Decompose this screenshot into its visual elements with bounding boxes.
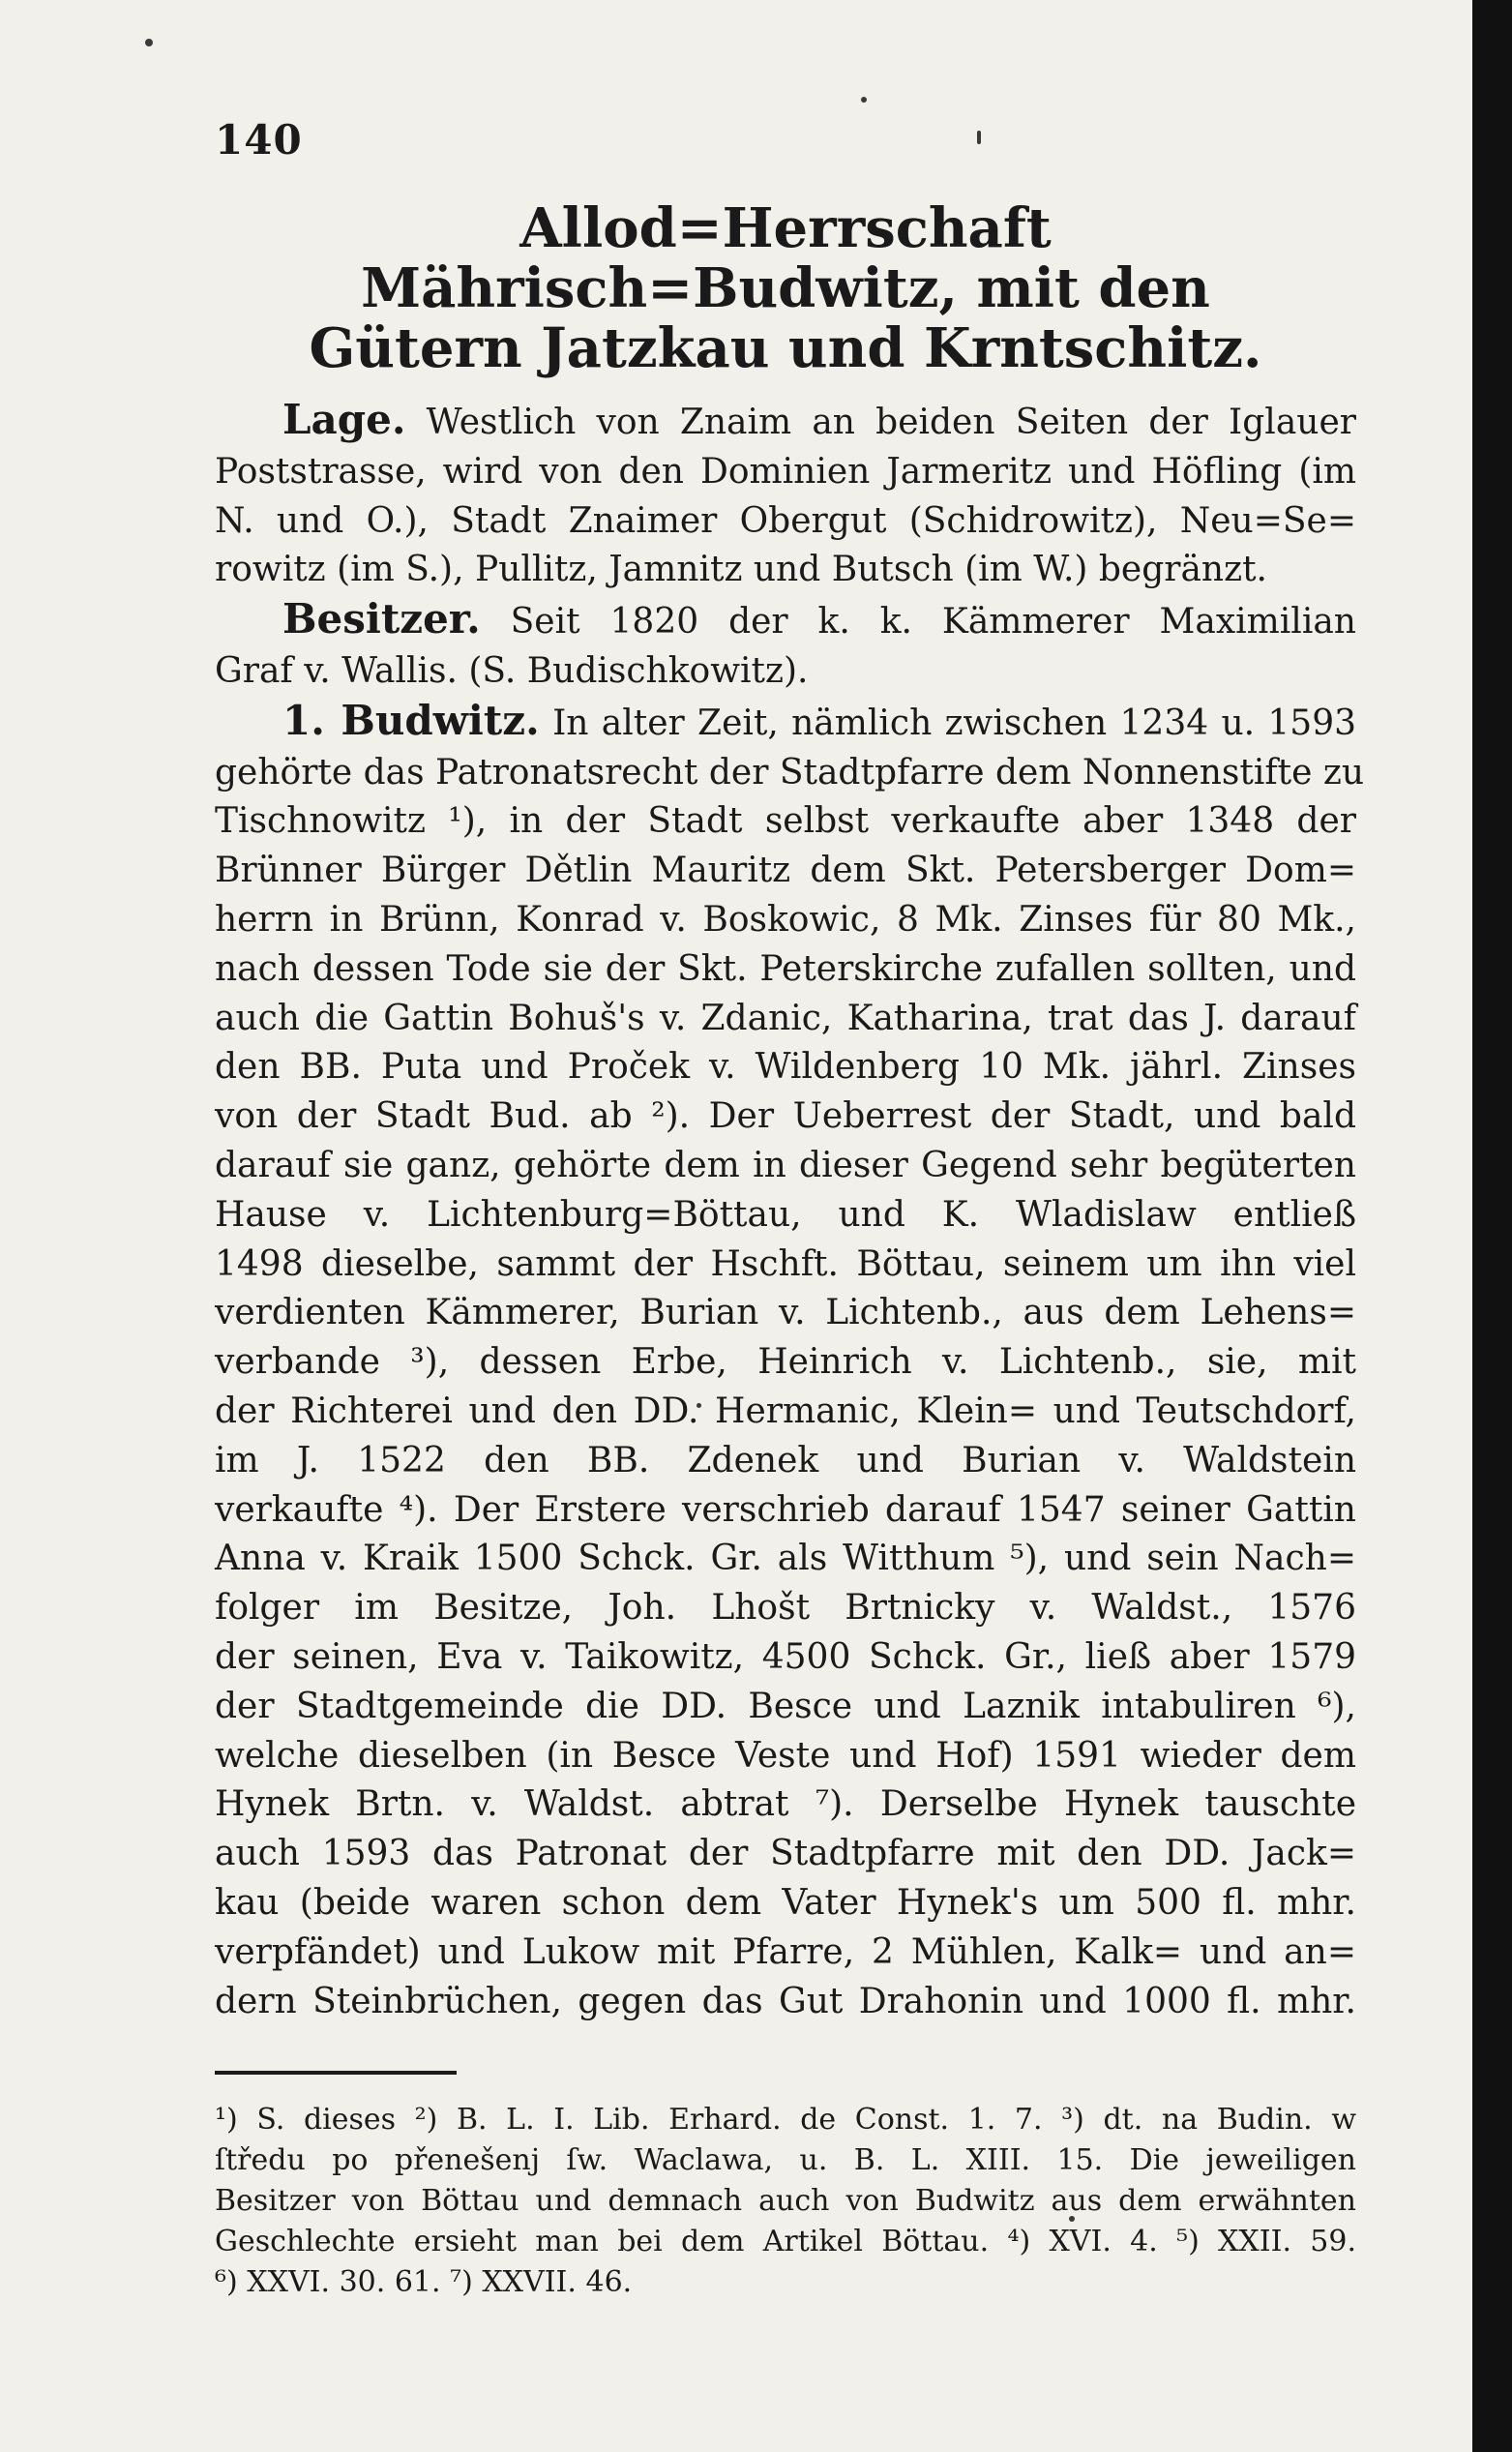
scan-border bbox=[1472, 0, 1512, 2452]
paragraph-line: dern Steinbrüchen, gegen das Gut Drahonin und 1000 fl. mhr. bbox=[215, 1981, 1356, 2021]
paragraph-line: Anna v. Kraik 1500 Schck. Gr. als Witthum ⁵), und sein Nach= bbox=[215, 1539, 1356, 1579]
paragraph-line: im J. 1522 den BB. Zdenek und Burian v. Waldstein bbox=[215, 1440, 1356, 1480]
paragraph-line: gehörte das Patronatsrecht der Stadtpfarre dem Nonnenstifte zu bbox=[215, 752, 1365, 792]
footnotes bbox=[215, 2100, 1356, 2303]
paragraph-line: auch 1593 das Patronat der Stadtpfarre mit den DD. Jack= bbox=[215, 1834, 1356, 1874]
chapter-title bbox=[215, 198, 1356, 378]
paragraph-line: 1498 dieselbe, sammt der Hschft. Böttau, seinem um ihn viel bbox=[215, 1243, 1356, 1284]
footnote-line: ſtředu po přenešenj ſw. Waclawa, u. B. L. XIII. 15. Die jeweiligen bbox=[215, 2143, 1356, 2178]
chapter-title-line-2: Gütern Jatzkau und Krntschitz. bbox=[309, 316, 1262, 380]
paragraph-lage bbox=[215, 396, 1356, 595]
paragraph-line: verkaufte ⁴). Der Erstere verschrieb darauf 1547 seiner Gattin bbox=[215, 1489, 1356, 1530]
paragraph-line: Poststrasse, wird von den Dominien Jarmeritz und Höfling (im bbox=[215, 451, 1356, 492]
paragraph-besitzer bbox=[215, 595, 1356, 697]
footnote-line: Besitzer von Böttau und demnach auch von Budwitz aus dem erwähnten bbox=[215, 2184, 1356, 2219]
page-number: 140 bbox=[215, 116, 303, 164]
paragraph-line: herrn in Brünn, Konrad v. Boskowic, 8 Mk. Zinses für 80 Mk., bbox=[215, 899, 1356, 940]
paragraph-text: Seit 1820 der k. k. Kämmerer Maximilian bbox=[510, 602, 1356, 643]
paragraph-line: Hynek Brtn. v. Waldst. abtrat ⁷). Derselbe Hynek tauschte bbox=[215, 1784, 1356, 1825]
paragraph-line: kau (beide waren schon dem Vater Hynek's um 500 fl. mhr. bbox=[215, 1882, 1356, 1923]
paragraph-first-line bbox=[215, 396, 1356, 448]
footnote-divider bbox=[215, 2071, 457, 2075]
paragraph-line: Graf v. Wallis. (S. Budischkowitz). bbox=[215, 650, 809, 691]
paragraph-line: auch die Gattin Bohuš's v. Zdanic, Katharina, trat das J. darauf bbox=[215, 998, 1356, 1038]
paragraph-line: den BB. Puta und Proček v. Wildenberg 10 Mk. jährl. Zinses bbox=[215, 1047, 1356, 1088]
paragraph-line: nach dessen Tode sie der Skt. Peterskirche zufallen sollten, und bbox=[215, 948, 1356, 989]
paragraph-line: N. und O.), Stadt Znaimer Obergut (Schidrowitz), Neu=Se= bbox=[215, 500, 1356, 541]
paragraph-text: Westlich von Znaim an beiden Seiten der Iglauer bbox=[426, 403, 1356, 442]
paragraph-line: der Stadtgemeinde die DD. Besce und Laznik intabuliren ⁶), bbox=[215, 1686, 1356, 1726]
paragraph-line: verdienten Kämmerer, Burian v. Lichtenb., aus dem Lehens= bbox=[215, 1293, 1356, 1333]
paragraph-line: Tischnowitz ¹), in der Stadt selbst verkaufte aber 1348 der bbox=[215, 801, 1356, 842]
paragraph-heading-besitzer: Besitzer. bbox=[282, 595, 481, 643]
paragraph-budwitz bbox=[215, 696, 1365, 2027]
paragraph-first-line bbox=[215, 697, 1356, 749]
paragraph-line: welche dieselben (in Besce Veste und Hof) 1591 wieder dem bbox=[215, 1735, 1356, 1776]
paragraph-line: darauf sie ganz, gehörte dem in dieser Gegend sehr begüterten bbox=[215, 1145, 1356, 1185]
chapter-title-line-1: Allod=Herrschaft Mährisch=Budwitz, mit den bbox=[361, 196, 1210, 320]
paragraph-line: verbande ³), dessen Erbe, Heinrich v. Lichtenb., sie, mit bbox=[215, 1342, 1356, 1383]
scan-speck bbox=[145, 39, 153, 46]
paragraph-heading-lage: Lage. bbox=[282, 396, 406, 443]
paragraph-line: rowitz (im S.), Pullitz, Jamnitz und Butsch (im W.) begränzt. bbox=[215, 550, 1267, 590]
paragraph-line: folger im Besitze, Joh. Lhošt Brtnicky v. Waldst., 1576 bbox=[215, 1588, 1356, 1629]
footnote-line: Geschlechte ersieht man bei dem Artikel Böttau. ⁴) XVI. 4. ⁵) XXII. 59. bbox=[215, 2225, 1356, 2259]
paragraph-first-line bbox=[215, 595, 1356, 647]
footnote-line: ¹) S. dieses ²) B. L. I. Lib. Erhard. de Const. 1. 7. ³) dt. na Budin. w bbox=[215, 2103, 1356, 2138]
paragraph-line: von der Stadt Bud. ab ²). Der Ueberrest der Stadt, und bald bbox=[215, 1096, 1356, 1137]
page-text bbox=[215, 116, 1365, 2303]
paragraph-line: der Richterei und den DD. Hermanic, Klein= und Teutschdorf, bbox=[215, 1390, 1356, 1431]
footnote-line: ⁶) XXVI. 30. 61. ⁷) XXVII. 46. bbox=[215, 2265, 633, 2300]
paragraph-line: verpfändet) und Lukow mit Pfarre, 2 Mühlen, Kalk= und an= bbox=[215, 1931, 1356, 1972]
paragraph-line: Hause v. Lichtenburg=Böttau, und K. Wladislaw entließ bbox=[215, 1194, 1356, 1235]
paragraph-line: Brünner Bürger Dětlin Mauritz dem Skt. Petersberger Dom= bbox=[215, 851, 1356, 891]
scan-speck bbox=[861, 97, 867, 103]
paragraph-line: der seinen, Eva v. Taikowitz, 4500 Schck. Gr., ließ aber 1579 bbox=[215, 1636, 1356, 1677]
paragraph-heading-budwitz: 1. Budwitz. bbox=[282, 696, 540, 744]
paragraph-text: In alter Zeit, nämlich zwischen 1234 u. 1593 bbox=[552, 703, 1357, 743]
